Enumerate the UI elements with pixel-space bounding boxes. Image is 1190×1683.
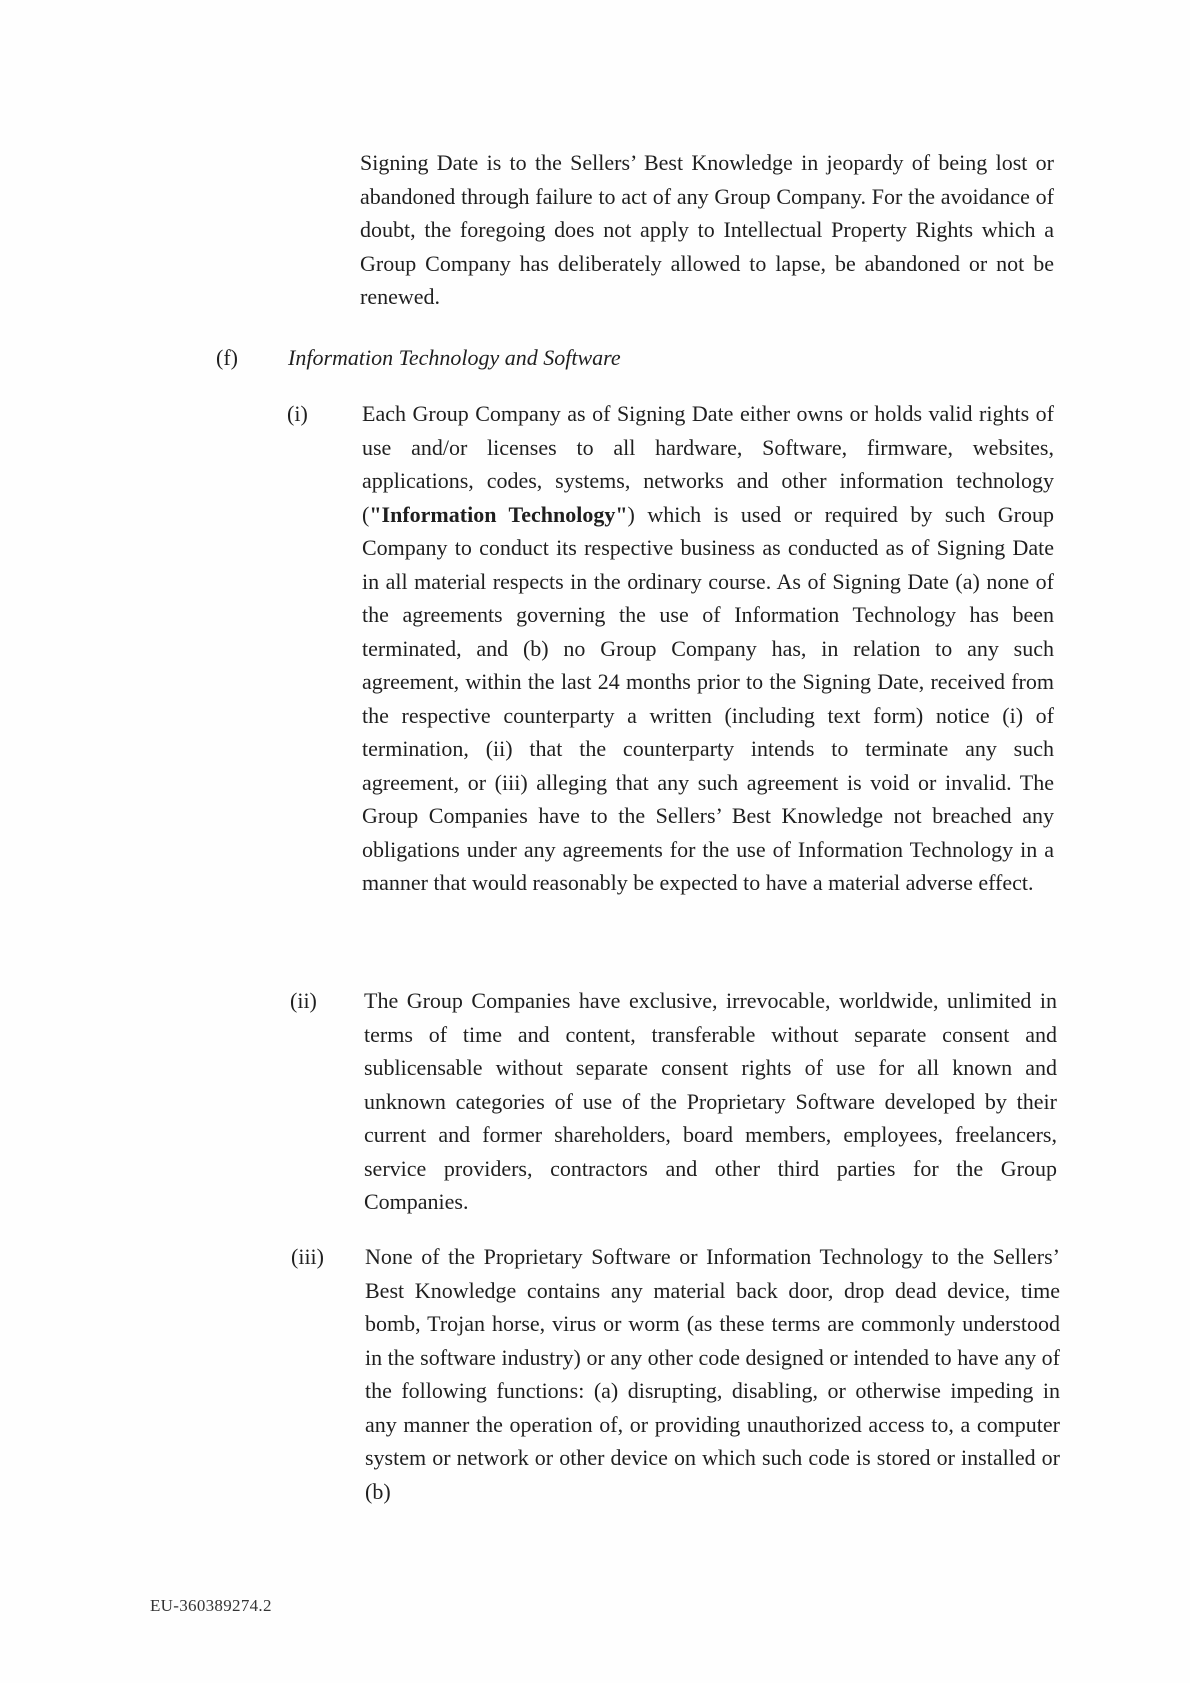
item-i-label: (i) [287,401,308,426]
item-ii-label: (ii) [290,988,317,1013]
item-i-text-after: ) which is used or required by such Group Company to conduct its respective business as conducted as of Signing Date in all material respects in the ordinary course. As of Signing Date (a) none of the agreements governing the use of Information Technology has been terminated, and (b) no Group Company has, in relation to any such agreement, within the last 24 months prior to the Signing Date, received from the respective counterparty a written (including text form) notice (i) of termination, (ii) that the counterparty intends to terminate any such agreement, or (iii) alleging that any such agreement is void or invalid. The Group Companies have to the Sellers’ Best Knowledge not breached any obligations under any agreements for the use of Information Technology in a manner that would reasonably be expected to have a material adverse effect. [362,501,1054,895]
item-i-paragraph [362,397,1054,900]
section-f-heading: Information Technology and Software [288,345,621,370]
defined-term-information-technology: "Information Technology" [369,501,628,527]
item-i-text-before: Each Group Company as of Signing Date either owns or holds valid rights of use and/or licenses to all hardware, Software, firmware, websites, applications, codes, systems, networks and other information technology ( [362,401,1054,527]
item-iii-paragraph: None of the Proprietary Software or Information Technology to the Sellers’ Best Knowledge contains any material back door, drop dead device, time bomb, Trojan horse, virus or worm (as these terms are commonly understood in the software industry) or any other code designed or intended to have any of the following functions: (a) disrupting, disabling, or otherwise impeding in any manner the operation of, or providing unauthorized access to, a computer system or network or other device on which such code is stored or installed or (b) [365,1244,1060,1504]
section-f-label: (f) [216,345,238,370]
footer-document-id: EU-360389274.2 [150,1596,272,1615]
continued-paragraph: Signing Date is to the Sellers’ Best Knowledge in jeopardy of being lost or abandoned through failure to act of any Group Company. For the avoidance of doubt, the foregoing does not apply to Intellectual Property Rights which a Group Company has deliberately allowed to lapse, be abandoned or not be renewed. [360,150,1054,309]
item-iii-label: (iii) [291,1244,324,1269]
item-ii-paragraph: The Group Companies have exclusive, irrevocable, worldwide, unlimited in terms of time and content, transferable without separate consent and sublicensable without separate consent rights of use for all known and unknown categories of use of the Proprietary Software developed by their current and former shareholders, board members, employees, freelancers, service providers, contractors and other third parties for the Group Companies. [364,988,1057,1214]
